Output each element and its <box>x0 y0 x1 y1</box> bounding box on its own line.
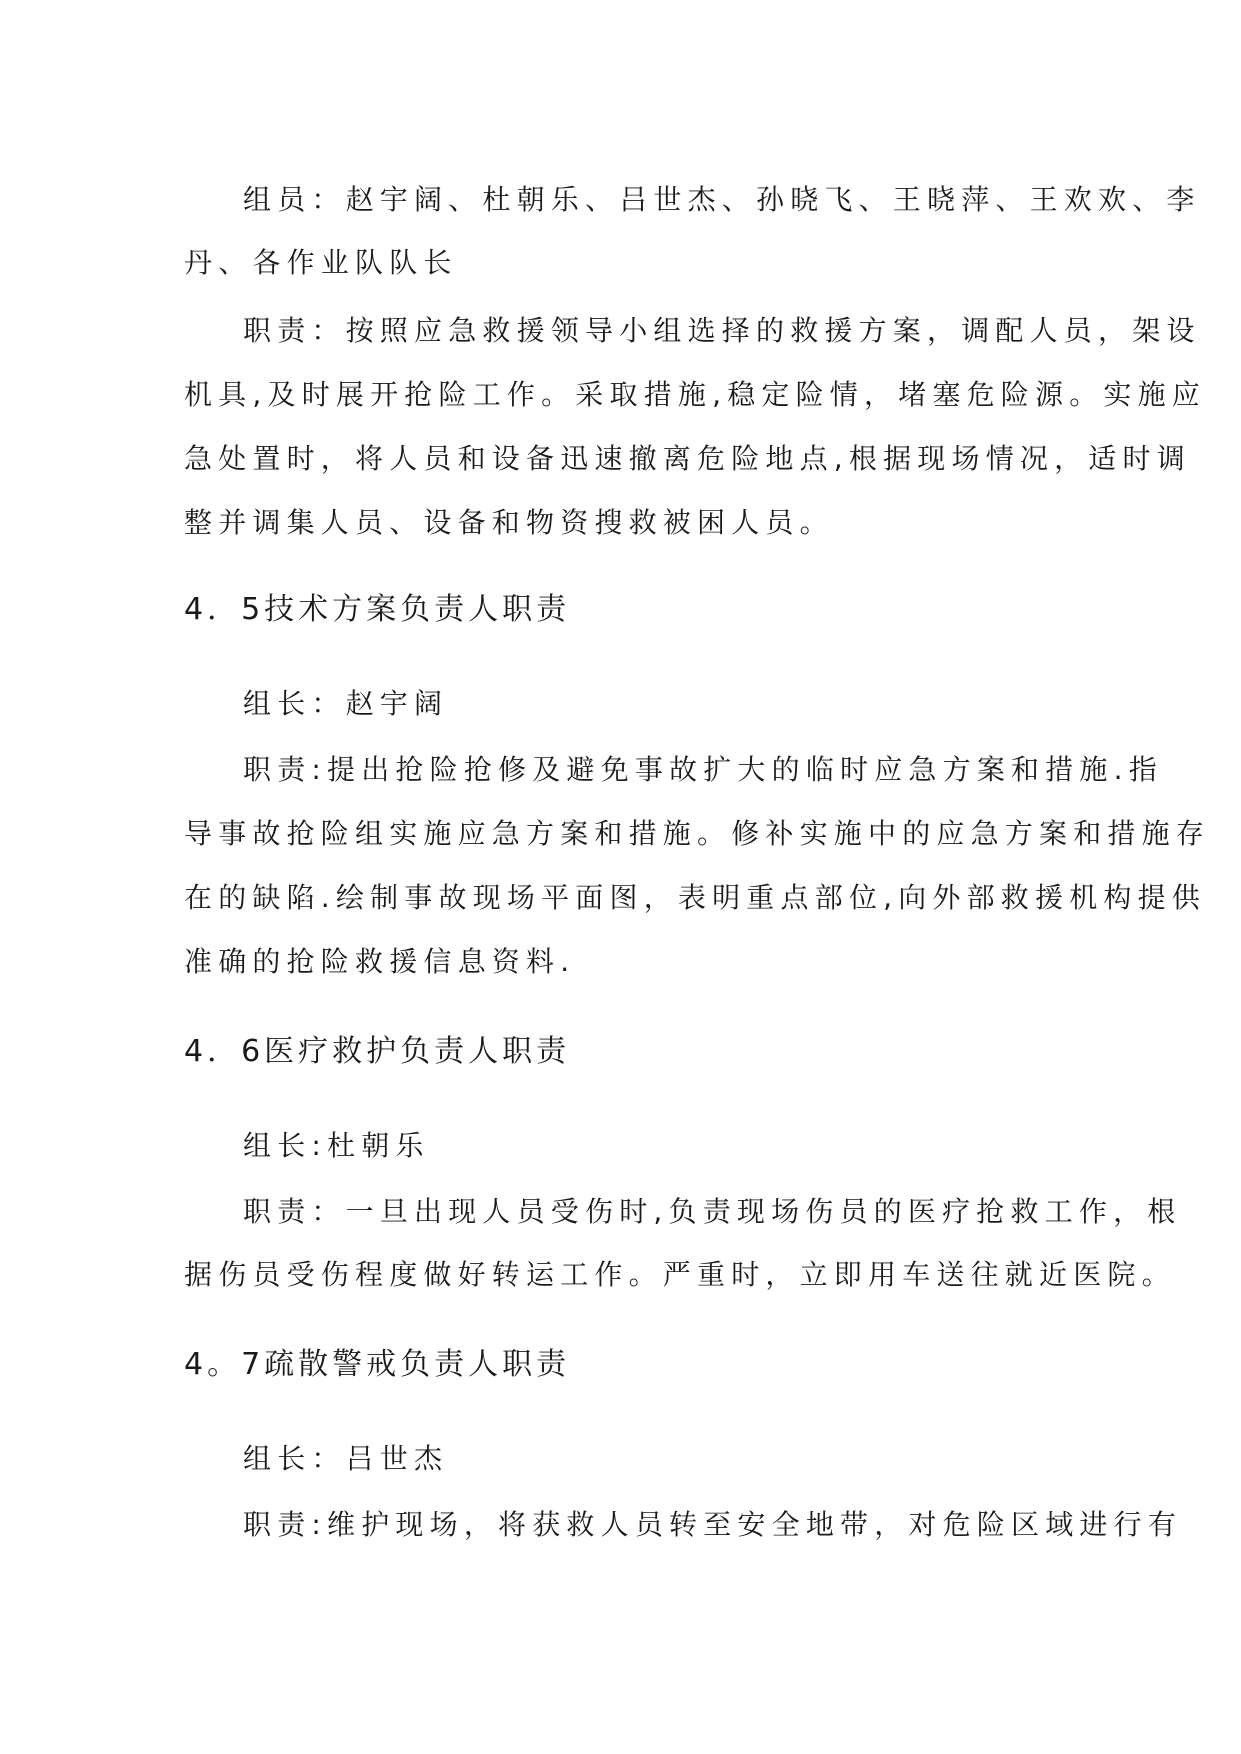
duty-line-1: 职责：按照应急救援领导小组选择的救援方案，调配人员，架设 <box>243 314 1201 347</box>
duty-line-2: 机具,及时展开抢险工作。采取措施,稳定险情，堵塞危险源。实施应 <box>184 378 1207 411</box>
section-4-6-duty-line-2: 据伤员受伤程度做好转运工作。严重时，立即用车送往就近医院。 <box>184 1258 1176 1291</box>
section-heading-4-6: 4．6医疗救护负责人职责 <box>184 1034 571 1069</box>
section-4-7-duty-line-1: 职责:维护现场，将获救人员转至安全地带，对危险区域进行有 <box>243 1508 1183 1541</box>
section-4-5-duty-line-3: 在的缺陷.绘制事故现场平面图，表明重点部位,向外部救援机构提供 <box>184 881 1207 914</box>
section-4-5-duty-line-1: 职责:提出抢险抢修及避免事故扩大的临时应急方案和措施.指 <box>243 753 1163 786</box>
members-line-1: 组员：赵宇阔、杜朝乐、吕世杰、孙晓飞、王晓萍、王欢欢、李 <box>243 183 1201 216</box>
duty-line-4: 整并调集人员、设备和物资搜救被困人员。 <box>184 506 834 539</box>
section-4-7-leader: 组长：吕世杰 <box>243 1442 449 1475</box>
section-heading-4-5: 4．5技术方案负责人职责 <box>184 592 571 627</box>
section-4-6-duty-line-1: 职责：一旦出现人员受伤时,负责现场伤员的医疗抢救工作，根 <box>243 1195 1182 1228</box>
duty-line-3: 急处置时，将人员和设备迅速撤离危险地点,根据现场情况，适时调 <box>184 442 1191 475</box>
members-line-2: 丹、各作业队队长 <box>184 246 458 279</box>
section-heading-4-7: 4。7疏散警戒负责人职责 <box>184 1347 571 1382</box>
section-4-5-duty-line-4: 准确的抢险救援信息资料. <box>184 945 576 978</box>
section-4-6-leader: 组长:杜朝乐 <box>243 1129 430 1162</box>
section-4-5-duty-line-2: 导事故抢险组实施应急方案和措施。修补实施中的应急方案和措施存 <box>184 817 1211 850</box>
section-4-5-leader: 组长：赵宇阔 <box>243 687 449 720</box>
